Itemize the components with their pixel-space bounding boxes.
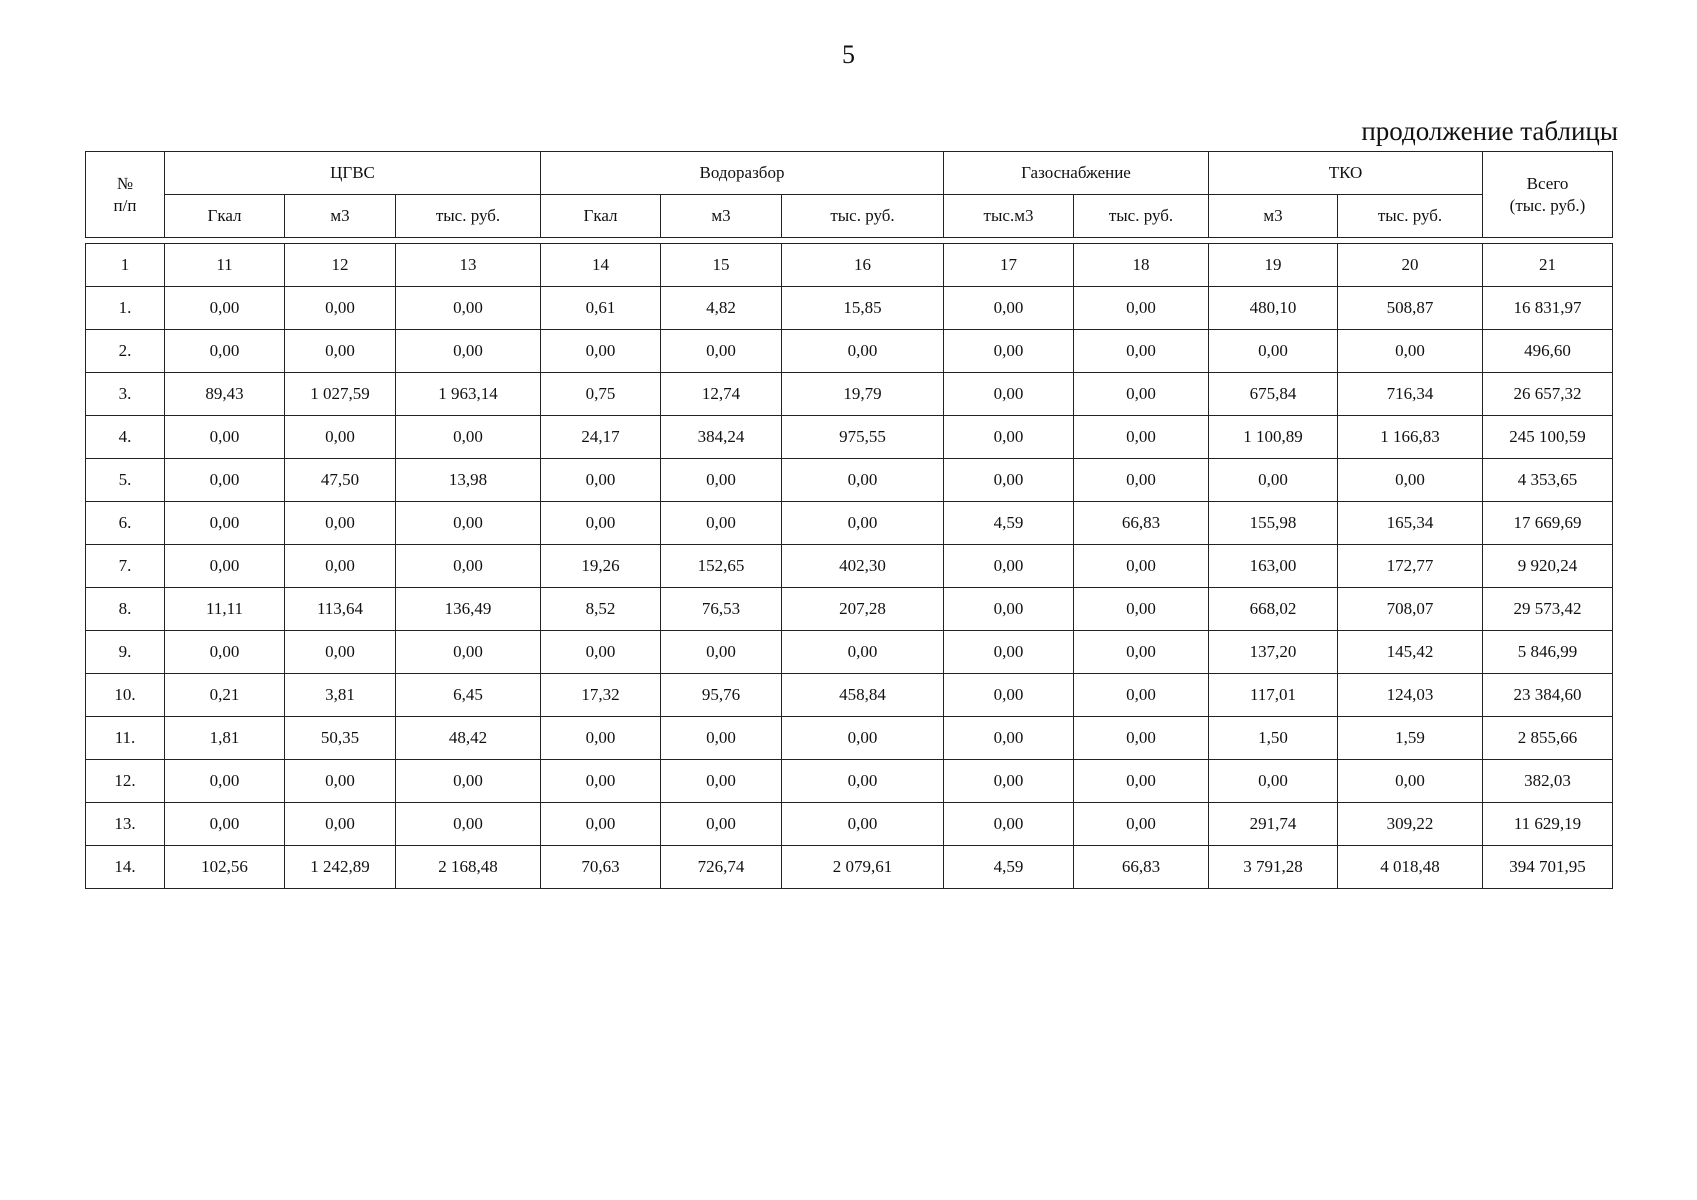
table-cell: 4,82	[661, 287, 782, 330]
table-cell: 245 100,59	[1483, 416, 1613, 459]
table-cell: 0,00	[944, 459, 1074, 502]
table-row	[86, 416, 1613, 459]
table-cell: 0,00	[165, 287, 285, 330]
table-cell: 0,00	[782, 760, 944, 803]
table-cell: 0,00	[1209, 459, 1338, 502]
table-cell: 726,74	[661, 846, 782, 889]
table-cell: 163,00	[1209, 545, 1338, 588]
table-cell: 4,59	[944, 846, 1074, 889]
table-row	[86, 631, 1613, 674]
table-cell: 0,00	[285, 502, 396, 545]
table-cell: 89,43	[165, 373, 285, 416]
table-cell: 26 657,32	[1483, 373, 1613, 416]
column-number-cell: 14	[541, 244, 661, 287]
table-cell: 508,87	[1338, 287, 1483, 330]
table-cell: 165,34	[1338, 502, 1483, 545]
table-header	[85, 151, 1613, 238]
table-cell: 0,00	[661, 803, 782, 846]
table-cell: 0,00	[782, 459, 944, 502]
table-cell: 117,01	[1209, 674, 1338, 717]
table-cell: 136,49	[396, 588, 541, 631]
table-cell: 0,00	[1074, 588, 1209, 631]
table-cell: 0,00	[661, 760, 782, 803]
table-cell: 291,74	[1209, 803, 1338, 846]
table-cell: 0,00	[1074, 545, 1209, 588]
column-number-cell: 17	[944, 244, 1074, 287]
table-cell: 0,00	[1209, 330, 1338, 373]
table-cell: 1,50	[1209, 717, 1338, 760]
table-cell: 0,00	[782, 631, 944, 674]
table-cell: 0,75	[541, 373, 661, 416]
table-cell: 172,77	[1338, 545, 1483, 588]
table-cell: 1 963,14	[396, 373, 541, 416]
table-cell: 113,64	[285, 588, 396, 631]
table-cell: 0,00	[1338, 760, 1483, 803]
table-cell: 207,28	[782, 588, 944, 631]
table-cell: 0,00	[944, 588, 1074, 631]
unit-header: тыс. руб.	[782, 195, 944, 238]
table-cell: 6,45	[396, 674, 541, 717]
table-cell: 124,03	[1338, 674, 1483, 717]
table-cell: 145,42	[1338, 631, 1483, 674]
table-cell: 458,84	[782, 674, 944, 717]
table-cell: 0,00	[782, 502, 944, 545]
row-number-cell: 8.	[86, 588, 165, 631]
group-header-cgvs: ЦГВС	[165, 152, 541, 195]
unit-header: м3	[285, 195, 396, 238]
table-cell: 102,56	[165, 846, 285, 889]
table-cell: 0,00	[165, 545, 285, 588]
table-cell: 0,00	[782, 803, 944, 846]
table-cell: 496,60	[1483, 330, 1613, 373]
table-cell: 0,00	[1074, 416, 1209, 459]
table-cell: 0,00	[285, 631, 396, 674]
data-table	[85, 243, 1613, 889]
table-cell: 95,76	[661, 674, 782, 717]
table-cell: 0,00	[944, 717, 1074, 760]
column-number-cell: 18	[1074, 244, 1209, 287]
table-cell: 24,17	[541, 416, 661, 459]
table-cell: 2 855,66	[1483, 717, 1613, 760]
group-header-gas: Газоснабжение	[944, 152, 1209, 195]
table-cell: 0,00	[944, 631, 1074, 674]
table-cell: 0,00	[396, 330, 541, 373]
table-cell: 0,00	[396, 631, 541, 674]
column-number-cell: 20	[1338, 244, 1483, 287]
table-cell: 0,00	[396, 287, 541, 330]
table-cell: 48,42	[396, 717, 541, 760]
page-number: 5	[842, 40, 855, 69]
table-cell: 1,81	[165, 717, 285, 760]
table-cell: 0,00	[1074, 674, 1209, 717]
table-cell: 11,11	[165, 588, 285, 631]
group-header-vodorazbor: Водоразбор	[541, 152, 944, 195]
table-row	[86, 545, 1613, 588]
table-cell: 0,00	[285, 803, 396, 846]
table-cell: 0,00	[661, 330, 782, 373]
column-number-cell: 12	[285, 244, 396, 287]
column-number-cell: 13	[396, 244, 541, 287]
table-cell: 0,00	[396, 760, 541, 803]
table-cell: 4,59	[944, 502, 1074, 545]
unit-header: Гкал	[165, 195, 285, 238]
table-cell: 0,00	[285, 287, 396, 330]
row-number-cell: 12.	[86, 760, 165, 803]
table-row	[86, 717, 1613, 760]
table-row	[86, 803, 1613, 846]
total-header: Всего (тыс. руб.)	[1483, 152, 1613, 238]
table-cell: 15,85	[782, 287, 944, 330]
table-cell: 0,21	[165, 674, 285, 717]
table-cell: 675,84	[1209, 373, 1338, 416]
table-cell: 0,00	[541, 717, 661, 760]
table-cell: 0,00	[396, 502, 541, 545]
column-number-cell: 16	[782, 244, 944, 287]
table-cell: 668,02	[1209, 588, 1338, 631]
table-cell: 0,00	[1074, 803, 1209, 846]
table-cell: 394 701,95	[1483, 846, 1613, 889]
table-cell: 0,00	[1338, 330, 1483, 373]
table-cell: 0,00	[1074, 717, 1209, 760]
table-cell: 4 353,65	[1483, 459, 1613, 502]
table-row	[86, 502, 1613, 545]
row-number-cell: 3.	[86, 373, 165, 416]
row-number-cell: 9.	[86, 631, 165, 674]
table-cell: 0,00	[944, 416, 1074, 459]
row-number-cell: 4.	[86, 416, 165, 459]
column-number-cell: 1	[86, 244, 165, 287]
table-cell: 0,00	[396, 803, 541, 846]
continuation-label: продолжение таблицы	[1361, 116, 1618, 146]
table-cell: 0,00	[165, 416, 285, 459]
table-row	[86, 588, 1613, 631]
table-cell: 0,00	[944, 373, 1074, 416]
table-cell: 0,00	[165, 330, 285, 373]
table-cell: 0,00	[541, 330, 661, 373]
table-cell: 1 027,59	[285, 373, 396, 416]
table-cell: 0,00	[541, 502, 661, 545]
table-cell: 1 242,89	[285, 846, 396, 889]
table-row	[86, 373, 1613, 416]
table-cell: 0,00	[661, 717, 782, 760]
unit-header: Гкал	[541, 195, 661, 238]
table-cell: 13,98	[396, 459, 541, 502]
table-cell: 0,00	[661, 502, 782, 545]
unit-header: м3	[1209, 195, 1338, 238]
table-cell: 0,00	[1074, 287, 1209, 330]
table-cell: 16 831,97	[1483, 287, 1613, 330]
group-header-tko: ТКО	[1209, 152, 1483, 195]
table-row	[86, 760, 1613, 803]
table-cell: 1 100,89	[1209, 416, 1338, 459]
row-number-header: № п/п	[86, 152, 165, 238]
table-cell: 480,10	[1209, 287, 1338, 330]
table-cell: 0,00	[944, 674, 1074, 717]
table-cell: 0,00	[944, 803, 1074, 846]
table-cell: 0,00	[1338, 459, 1483, 502]
unit-header: тыс. руб.	[1338, 195, 1483, 238]
row-number-cell: 14.	[86, 846, 165, 889]
table-cell: 0,00	[285, 760, 396, 803]
unit-header: м3	[661, 195, 782, 238]
table-cell: 12,74	[661, 373, 782, 416]
table-row	[86, 674, 1613, 717]
table-cell: 3 791,28	[1209, 846, 1338, 889]
table-cell: 19,26	[541, 545, 661, 588]
table-cell: 0,00	[285, 330, 396, 373]
table-cell: 66,83	[1074, 502, 1209, 545]
row-number-cell: 11.	[86, 717, 165, 760]
table-cell: 76,53	[661, 588, 782, 631]
table-cell: 17,32	[541, 674, 661, 717]
table-cell: 0,00	[944, 287, 1074, 330]
table-cell: 382,03	[1483, 760, 1613, 803]
table-cell: 66,83	[1074, 846, 1209, 889]
table-cell: 0,00	[1074, 373, 1209, 416]
table-cell: 155,98	[1209, 502, 1338, 545]
table-cell: 0,00	[1074, 330, 1209, 373]
table-cell: 1,59	[1338, 717, 1483, 760]
table-cell: 309,22	[1338, 803, 1483, 846]
column-number-cell: 15	[661, 244, 782, 287]
table-cell: 0,00	[285, 416, 396, 459]
table-cell: 47,50	[285, 459, 396, 502]
table-cell: 0,00	[165, 459, 285, 502]
table-cell: 152,65	[661, 545, 782, 588]
table-cell: 0,00	[782, 717, 944, 760]
unit-header: тыс. руб.	[1074, 195, 1209, 238]
table-cell: 0,00	[1209, 760, 1338, 803]
table-row	[86, 459, 1613, 502]
table-row	[86, 287, 1613, 330]
row-number-cell: 10.	[86, 674, 165, 717]
table-cell: 0,00	[1074, 760, 1209, 803]
table-cell: 2 168,48	[396, 846, 541, 889]
unit-header: тыс. руб.	[396, 195, 541, 238]
table-cell: 0,00	[661, 631, 782, 674]
table-cell: 1 166,83	[1338, 416, 1483, 459]
table-cell: 0,00	[541, 803, 661, 846]
table-cell: 0,00	[165, 803, 285, 846]
column-number-cell: 11	[165, 244, 285, 287]
table-cell: 0,00	[944, 330, 1074, 373]
row-number-cell: 5.	[86, 459, 165, 502]
table-cell: 0,00	[285, 545, 396, 588]
table-cell: 0,00	[396, 545, 541, 588]
table-cell: 2 079,61	[782, 846, 944, 889]
table-cell: 9 920,24	[1483, 545, 1613, 588]
table-cell: 4 018,48	[1338, 846, 1483, 889]
table-cell: 0,61	[541, 287, 661, 330]
table-cell: 0,00	[165, 502, 285, 545]
table-cell: 0,00	[1074, 459, 1209, 502]
table-cell: 384,24	[661, 416, 782, 459]
table-cell: 19,79	[782, 373, 944, 416]
table-cell: 17 669,69	[1483, 502, 1613, 545]
table-cell: 29 573,42	[1483, 588, 1613, 631]
table-cell: 0,00	[944, 760, 1074, 803]
table-cell: 23 384,60	[1483, 674, 1613, 717]
table-cell: 0,00	[165, 631, 285, 674]
table-cell: 0,00	[541, 459, 661, 502]
table-cell: 11 629,19	[1483, 803, 1613, 846]
row-number-cell: 13.	[86, 803, 165, 846]
table-cell: 0,00	[541, 760, 661, 803]
table-cell: 0,00	[1074, 631, 1209, 674]
row-number-cell: 1.	[86, 287, 165, 330]
table-cell: 3,81	[285, 674, 396, 717]
table-row	[86, 330, 1613, 373]
unit-header: тыс.м3	[944, 195, 1074, 238]
table-cell: 0,00	[661, 459, 782, 502]
table-cell: 0,00	[782, 330, 944, 373]
table-cell: 0,00	[541, 631, 661, 674]
table-cell: 402,30	[782, 545, 944, 588]
table-cell: 0,00	[165, 760, 285, 803]
row-number-cell: 2.	[86, 330, 165, 373]
table-cell: 0,00	[944, 545, 1074, 588]
column-number-cell: 19	[1209, 244, 1338, 287]
table-cell: 5 846,99	[1483, 631, 1613, 674]
table-cell: 137,20	[1209, 631, 1338, 674]
row-number-cell: 6.	[86, 502, 165, 545]
table-cell: 50,35	[285, 717, 396, 760]
column-number-row	[86, 244, 1613, 287]
table-cell: 716,34	[1338, 373, 1483, 416]
table-cell: 708,07	[1338, 588, 1483, 631]
row-number-cell: 7.	[86, 545, 165, 588]
table-cell: 0,00	[396, 416, 541, 459]
table-cell: 975,55	[782, 416, 944, 459]
column-number-cell: 21	[1483, 244, 1613, 287]
table-cell: 8,52	[541, 588, 661, 631]
table-row	[86, 846, 1613, 889]
table-cell: 70,63	[541, 846, 661, 889]
